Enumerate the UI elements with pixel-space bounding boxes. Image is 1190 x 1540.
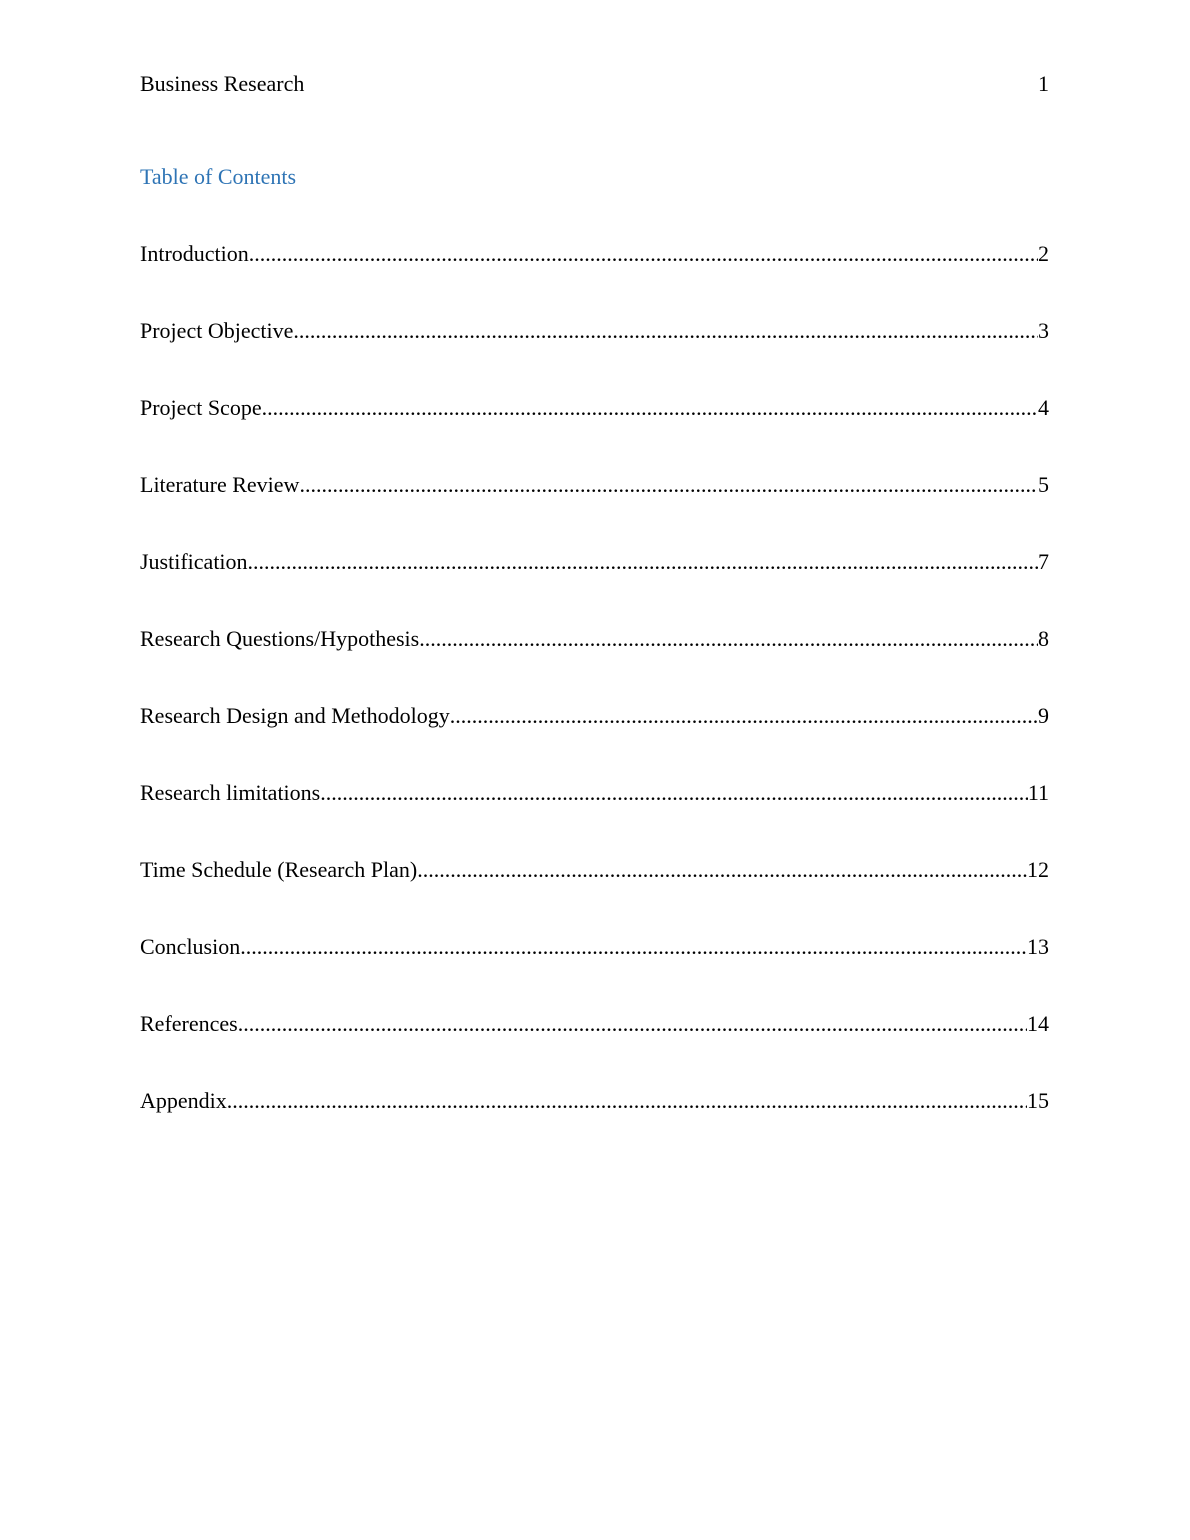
toc-entry-page: 8 <box>1038 626 1049 651</box>
toc-entry-page: 5 <box>1038 472 1049 497</box>
toc-entry-page: 12 <box>1027 857 1049 882</box>
toc-entry-label: Project Scope <box>140 395 262 420</box>
toc-entry-label: Appendix <box>140 1088 227 1113</box>
toc-list <box>140 240 1049 1164</box>
toc-entry-time-schedule[interactable] <box>140 856 1049 933</box>
toc-leader-dots <box>299 471 1038 499</box>
toc-leader-dots <box>248 548 1038 576</box>
toc-entry-justification[interactable] <box>140 548 1049 625</box>
toc-entry-label: Conclusion <box>140 934 241 959</box>
toc-entry-appendix[interactable] <box>140 1087 1049 1164</box>
toc-entry-project-scope[interactable] <box>140 394 1049 471</box>
toc-entry-page: 7 <box>1038 549 1049 574</box>
toc-entry-page: 9 <box>1038 703 1049 728</box>
toc-entry-page: 14 <box>1027 1011 1049 1036</box>
toc-entry-label: Literature Review <box>140 472 300 497</box>
toc-leader-dots <box>293 317 1038 345</box>
toc-leader-dots <box>240 933 1027 961</box>
toc-entry-page: 11 <box>1027 780 1049 805</box>
toc-entry-label: Research limitations <box>140 780 321 805</box>
toc-leader-dots <box>419 625 1038 653</box>
toc-entry-page: 13 <box>1027 934 1049 959</box>
toc-entry-label: Justification <box>140 549 248 574</box>
toc-entry-research-questions[interactable] <box>140 625 1049 702</box>
toc-entry-page: 2 <box>1038 241 1049 266</box>
toc-entry-conclusion[interactable] <box>140 933 1049 1010</box>
toc-leader-dots <box>249 240 1038 268</box>
toc-entry-label: Introduction <box>140 241 249 266</box>
toc-entry-label: Research Design and Methodology <box>140 703 450 728</box>
toc-entry-label: Project Objective <box>140 318 294 343</box>
page-number: 1 <box>1038 71 1049 96</box>
toc-entry-literature-review[interactable] <box>140 471 1049 548</box>
toc-leader-dots <box>238 1010 1027 1038</box>
toc-leader-dots <box>417 856 1027 884</box>
toc-leader-dots <box>450 702 1038 730</box>
toc-entry-label: Time Schedule (Research Plan) <box>140 857 418 882</box>
running-header <box>140 70 1049 98</box>
toc-heading: Table of Contents <box>140 164 297 189</box>
toc-entry-project-objective[interactable] <box>140 317 1049 394</box>
toc-entry-page: 4 <box>1038 395 1049 420</box>
toc-entry-page: 15 <box>1027 1088 1049 1113</box>
toc-entry-research-limitations[interactable] <box>140 779 1049 856</box>
toc-leader-dots <box>262 394 1038 422</box>
toc-entry-introduction[interactable] <box>140 240 1049 317</box>
toc-entry-label: Research Questions/Hypothesis <box>140 626 420 651</box>
toc-entry-label: References <box>140 1011 238 1036</box>
toc-entry-page: 3 <box>1038 318 1049 343</box>
running-title: Business Research <box>140 71 305 96</box>
toc-leader-dots <box>320 779 1028 807</box>
toc-entry-research-design[interactable] <box>140 702 1049 779</box>
toc-entry-references[interactable] <box>140 1010 1049 1087</box>
toc-leader-dots <box>227 1087 1027 1115</box>
